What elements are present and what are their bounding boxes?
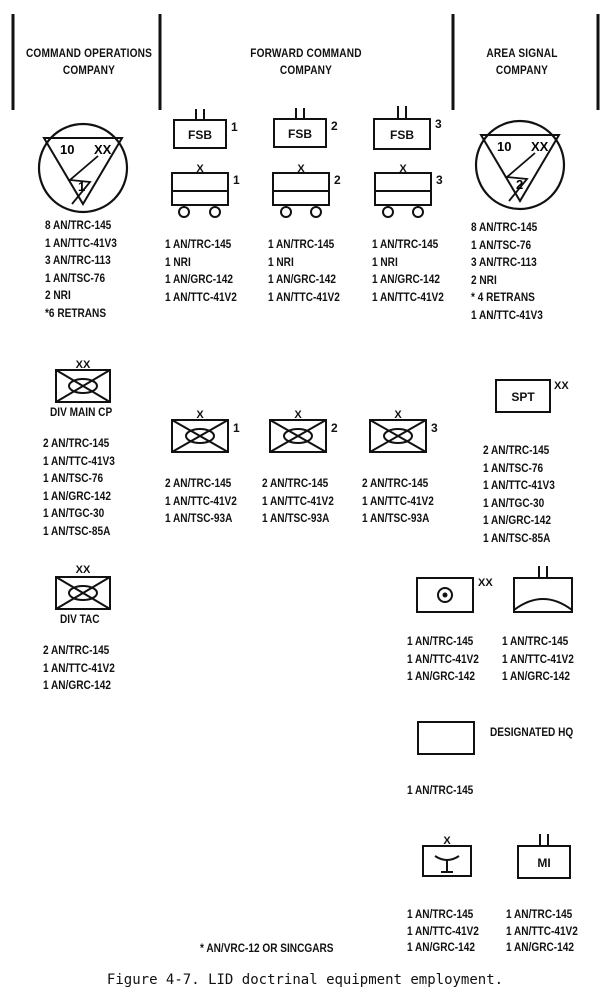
equipment-item: 1 AN/GRC-142	[407, 940, 475, 954]
equipment-item: 1 AN/TTC-41V2	[407, 923, 479, 938]
cmd-ops-echelon: XX	[94, 142, 112, 157]
equipment-item: 1 AN/TRC-145	[407, 907, 474, 921]
equipment-item: 1 AN/TTC-41V2	[43, 660, 115, 675]
designated-hq-box	[418, 722, 474, 754]
equipment-list-brigade-3	[362, 475, 434, 528]
div-main-cp-symbol	[56, 359, 110, 402]
equipment-item: 1 AN/TRC-145	[407, 783, 474, 797]
equipment-item: 3 AN/TRC-113	[471, 255, 537, 269]
equipment-item: 1 AN/TTC-41V2	[506, 923, 578, 938]
equipment-item: 1 AN/TTC-41V3	[471, 307, 543, 322]
equipment-item: 1 AN/TRC-145	[268, 237, 335, 251]
header-col3-line2: COMPANY	[495, 65, 549, 77]
equipment-item: 8 AN/TRC-145	[45, 218, 112, 232]
equipment-item: 1 AN/TTC-41V2	[502, 651, 574, 666]
vehicle-2-echelon: X	[297, 163, 305, 175]
equipment-item: 1 AN/TSC-85A	[43, 523, 111, 538]
mi-label: MI	[537, 856, 551, 870]
vehicle-3-echelon: X	[399, 163, 407, 175]
equipment-item: 2 NRI	[45, 288, 71, 302]
equipment-item: 1 AN/TRC-145	[165, 237, 232, 251]
equipment-item: 1 AN/GRC-142	[407, 669, 475, 683]
command-ops-signal-symbol	[39, 124, 127, 212]
equipment-item: 1 NRI	[372, 254, 398, 269]
header-dividers	[13, 14, 598, 110]
header-col2-line2: COMPANY	[279, 65, 333, 77]
equipment-item: 1 AN/TSC-93A	[165, 511, 233, 525]
vehicle-2-number: 2	[334, 173, 341, 187]
military-intelligence-symbol	[518, 834, 570, 878]
equipment-item: 1 NRI	[268, 254, 294, 269]
equipment-item: 1 AN/TTC-41V2	[165, 289, 237, 304]
equipment-item: 2 AN/TRC-145	[165, 476, 232, 490]
equipment-item: 1 AN/GRC-142	[483, 513, 551, 527]
equipment-list-fsb-3	[372, 236, 444, 306]
header-col1-line1: COMMAND OPERATIONS	[25, 48, 153, 60]
cmd-ops-bottom-number: 1	[78, 179, 86, 194]
div-tac-echelon: XX	[75, 564, 91, 576]
artillery-echelon: XX	[478, 577, 493, 589]
spt-echelon: XX	[554, 380, 569, 392]
div-main-cp-label: DIV MAIN CP	[50, 405, 113, 419]
equipment-item: 1 AN/TTC-41V2	[262, 493, 334, 508]
equipment-item: 1 AN/TTC-41V3	[43, 453, 115, 468]
fsb-3-symbol	[374, 106, 442, 149]
equipment-item: 2 NRI	[471, 272, 497, 287]
area-sig-bottom-number: 2	[516, 177, 524, 192]
fsb-1-number: 1	[231, 120, 238, 134]
artillery-symbol	[417, 577, 493, 612]
equipment-list-ada	[407, 906, 479, 956]
equipment-item: 1 NRI	[165, 254, 191, 269]
equipment-item: 1 AN/TTC-41V2	[268, 289, 340, 304]
equipment-item: 1 AN/GRC-142	[268, 272, 336, 286]
equipment-item: 1 AN/TTC-41V3	[45, 235, 117, 250]
brigade-1-number: 1	[233, 421, 240, 435]
equipment-item: 1 AN/TSC-85A	[483, 530, 551, 545]
fsb-2-symbol	[274, 108, 338, 147]
footnote: * AN/VRC-12 OR SINCGARS	[200, 941, 334, 955]
equipment-item: 2 AN/TRC-145	[43, 643, 110, 657]
div-main-echelon: XX	[75, 359, 91, 371]
equipment-list-fsb-2	[268, 236, 340, 306]
brigade-3-echelon: X	[394, 409, 402, 421]
header-col2-line1: FORWARD COMMAND	[250, 48, 362, 60]
equipment-item: 1 AN/GRC-142	[506, 940, 574, 954]
fsb-1-symbol	[174, 109, 238, 148]
div-tac-symbol	[56, 564, 110, 609]
vehicle-1-number: 1	[233, 173, 240, 187]
equipment-item: 1 AN/TSC-93A	[262, 511, 330, 525]
vehicle-2-symbol	[273, 163, 341, 217]
equipment-item: 1 AN/GRC-142	[43, 488, 111, 503]
equipment-list-brigade-1	[165, 475, 237, 528]
equipment-item: 1 AN/TTC-41V2	[165, 493, 237, 508]
equipment-item: 2 AN/TRC-145	[43, 436, 110, 450]
equipment-item: 2 AN/TRC-145	[483, 443, 550, 457]
equipment-item: 3 AN/TRC-113	[45, 253, 111, 267]
equipment-item: 2 AN/TRC-145	[262, 476, 329, 490]
vehicle-1-symbol	[172, 163, 240, 217]
brigade-2-symbol	[270, 409, 338, 452]
equipment-item: 2 AN/TRC-145	[362, 476, 429, 490]
equipment-item: 1 AN/TRC-145	[502, 634, 569, 648]
brigade-1-symbol	[172, 409, 240, 452]
aviation-symbol	[514, 566, 572, 612]
area-sig-top-number: 10	[497, 139, 512, 154]
fsb-2-number: 2	[331, 119, 338, 133]
cmd-ops-top-number: 10	[60, 142, 75, 157]
support-command-symbol	[496, 380, 569, 412]
equipment-list-fsb-1	[165, 236, 237, 306]
equipment-item: 1 AN/TGC-30	[43, 506, 105, 520]
equipment-list-div-arty	[407, 633, 479, 686]
vehicle-3-symbol	[375, 163, 443, 217]
equipment-item: 1 AN/GRC-142	[502, 669, 570, 683]
equipment-item: 1 AN/TRC-145	[372, 237, 439, 251]
equipment-list-mi	[506, 906, 578, 956]
equipment-item: 1 AN/GRC-142	[165, 272, 233, 286]
brigade-3-number: 3	[431, 421, 438, 435]
equipment-item: * 4 RETRANS	[471, 290, 535, 304]
area-sig-echelon: XX	[531, 139, 549, 154]
fsb-2-label: FSB	[288, 127, 312, 141]
equipment-item: 1 AN/TSC-76	[43, 471, 104, 485]
brigade-2-number: 2	[331, 421, 338, 435]
equipment-list-area-signal	[471, 219, 543, 324]
equipment-list-spt	[483, 442, 555, 547]
equipment-item: 1 AN/TRC-145	[506, 907, 573, 921]
equipment-item: 1 AN/TSC-93A	[362, 511, 430, 525]
equipment-item: 1 AN/TTC-41V3	[483, 478, 555, 492]
equipment-item: 1 AN/TTC-41V2	[372, 289, 444, 304]
air-defense-symbol	[423, 835, 471, 876]
equipment-item: 1 AN/TSC-76	[45, 270, 106, 285]
fsb-1-label: FSB	[188, 128, 212, 142]
equipment-item: *6 RETRANS	[45, 305, 107, 320]
equipment-item: 1 AN/GRC-142	[372, 272, 440, 286]
equipment-item: 1 AN/GRC-142	[43, 678, 111, 692]
brigade-2-echelon: X	[294, 409, 302, 421]
equipment-list-brigade-2	[262, 475, 334, 528]
equipment-item: 1 AN/TSC-76	[483, 460, 544, 475]
ada-echelon: X	[443, 835, 451, 847]
designated-hq-label: DESIGNATED HQ	[490, 725, 574, 739]
brigade-3-symbol	[370, 409, 438, 452]
header-col3-line1: AREA SIGNAL	[486, 48, 558, 60]
equipment-item: 1 AN/TTC-41V2	[407, 651, 479, 666]
vehicle-1-echelon: X	[196, 163, 204, 175]
spt-label: SPT	[511, 390, 535, 404]
header-col1-line2: COMPANY	[62, 65, 116, 77]
equipment-list-div-tac	[43, 642, 115, 695]
fsb-3-label: FSB	[390, 128, 414, 142]
equipment-list-div-main	[43, 435, 115, 540]
equipment-list-aviation	[502, 633, 574, 686]
equipment-item: 1 AN/TTC-41V2	[362, 493, 434, 508]
div-tac-label: DIV TAC	[60, 612, 100, 626]
equipment-list-designated	[407, 782, 473, 800]
equipment-item: 1 AN/TRC-145	[407, 634, 474, 648]
equipment-item: 1 AN/TSC-76	[471, 237, 532, 252]
fsb-3-number: 3	[435, 117, 442, 131]
brigade-1-echelon: X	[196, 409, 204, 421]
figure-caption: Figure 4-7. LID doctrinal equipment employment.	[106, 972, 504, 988]
equipment-item: 8 AN/TRC-145	[471, 220, 538, 234]
vehicle-3-number: 3	[436, 173, 443, 187]
area-signal-symbol	[476, 121, 564, 209]
equipment-item: 1 AN/TGC-30	[483, 495, 545, 510]
equipment-list-command-ops	[45, 217, 117, 322]
